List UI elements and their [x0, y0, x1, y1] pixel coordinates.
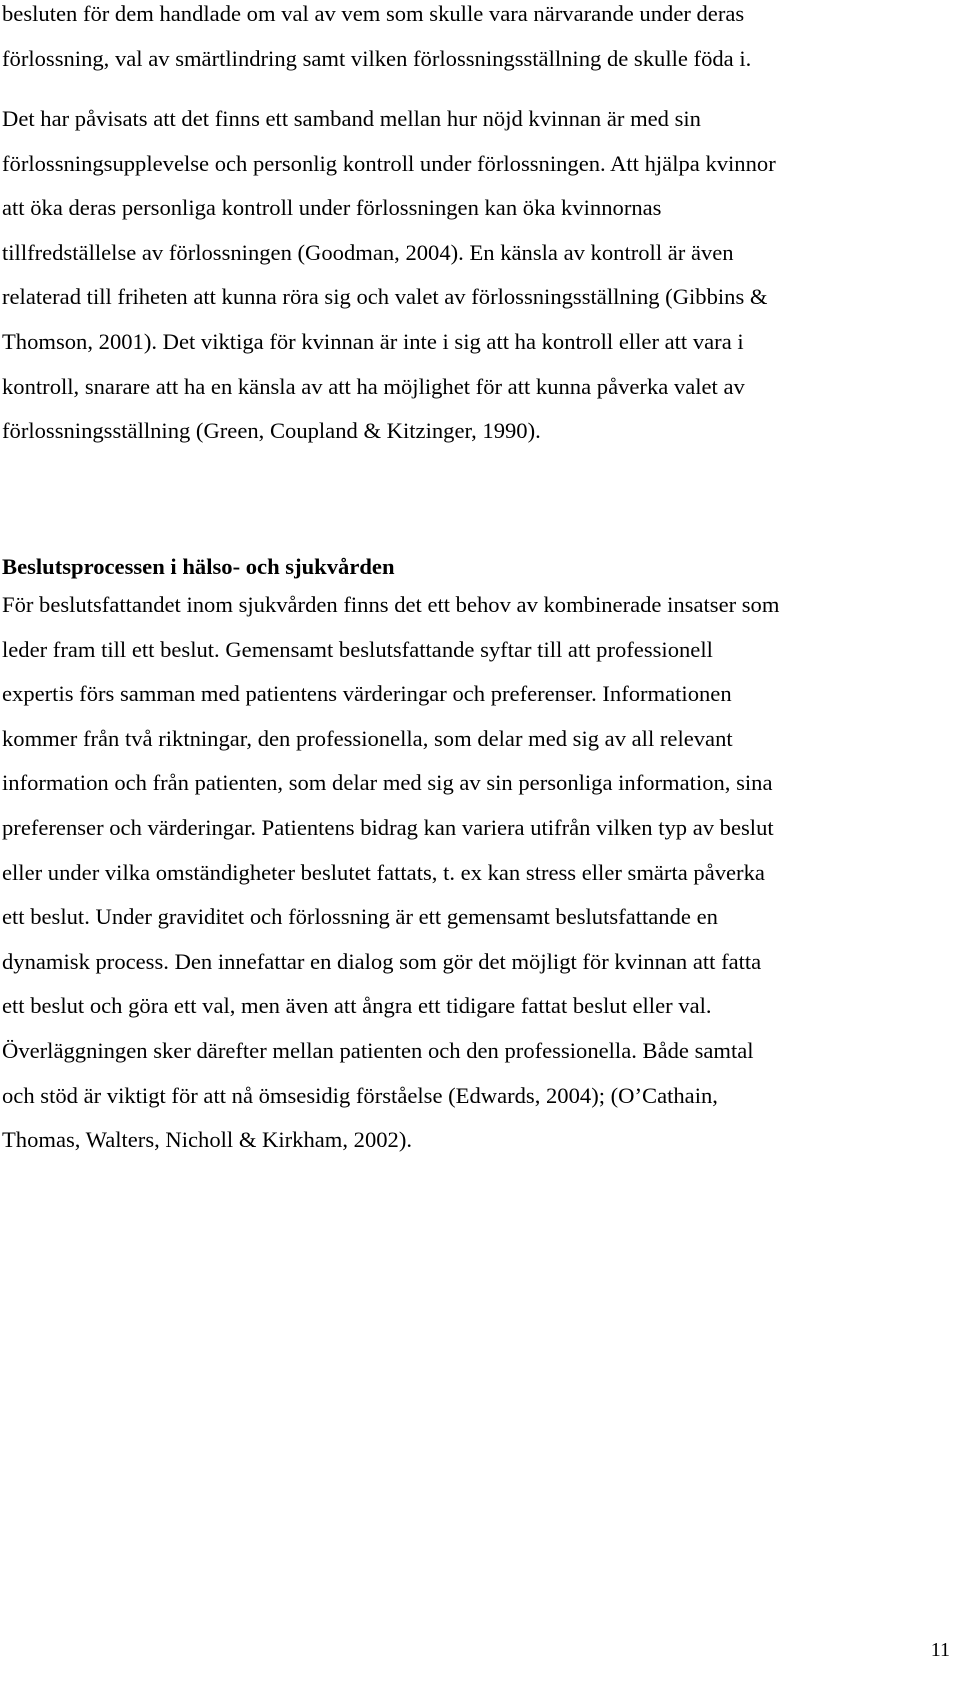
text-line: tillfredställelse av förlossningen (Goodman, 2004). En känsla av kontroll är även — [2, 239, 734, 265]
text-line: och stöd är viktigt för att nå ömsesidig förståelse (Edwards, 2004); (O’Cathain, — [2, 1082, 718, 1108]
text-line: kommer från två riktningar, den professionella, som delar med sig av all relevant — [2, 725, 733, 751]
text-line: ett beslut. Under graviditet och förlossning är ett gemensamt beslutsfattande en — [2, 904, 718, 930]
text-line: Thomas, Walters, Nicholl & Kirkham, 2002). — [2, 1127, 413, 1153]
text-line: kontroll, snarare att ha en känsla av att ha möjlighet för att kunna påverka valet av — [2, 373, 745, 399]
page-number: 11 — [930, 1639, 950, 1661]
text-line: Thomson, 2001). Det viktiga för kvinnan är inte i sig att ha kontroll eller att vara i — [2, 328, 744, 354]
section-heading: Beslutsprocessen i hälso- och sjukvården — [2, 554, 395, 579]
text-line: förlossningsställning (Green, Coupland & Kitzinger, 1990). — [2, 418, 541, 444]
paragraph-1 — [2, 0, 957, 81]
text-line: Det har påvisats att det finns ett samband mellan hur nöjd kvinnan är med sin — [2, 106, 701, 131]
text-line: förlossning, val av smärtlindring samt vilken förlossningsställning de skulle föda i. — [2, 45, 752, 71]
text-line: ett beslut och göra ett val, men även att ångra ett tidigare fattat beslut eller val. — [2, 993, 712, 1019]
text-line: att öka deras personliga kontroll under förlossningen kan öka kvinnornas — [2, 195, 662, 221]
text-line: Överläggningen sker därefter mellan patienten och den professionella. Både samtal — [2, 1037, 754, 1063]
paragraph-2 — [2, 97, 957, 454]
text-line: eller under vilka omständigheter beslutet fattats, t. ex kan stress eller smärta påverka — [2, 859, 765, 885]
text-line: leder fram till ett beslut. Gemensamt beslutsfattande syftar till att professionell — [2, 636, 713, 662]
text-line: besluten för dem handlade om val av vem som skulle vara närvarande under deras — [2, 1, 745, 26]
text-line: relaterad till friheten att kunna röra sig och valet av förlossningsställning (Gibbins & — [2, 284, 768, 310]
text-line: expertis förs samman med patientens värderingar och preferenser. Informationen — [2, 681, 732, 707]
text-line: För beslutsfattandet inom sjukvården finns det ett behov av kombinerade insatser som — [2, 592, 780, 617]
text-line: preferenser och värderingar. Patientens bidrag kan variera utifrån vilken typ av beslut — [2, 814, 774, 840]
text-line: förlossningsupplevelse och personlig kontroll under förlossningen. Att hjälpa kvinnor — [2, 150, 776, 176]
text-line: information och från patienten, som delar med sig av sin personliga information, sina — [2, 770, 773, 796]
text-line: dynamisk process. Den innefattar en dialog som gör det möjligt för kvinnan att fatta — [2, 948, 762, 974]
paragraph-3 — [2, 583, 957, 1163]
